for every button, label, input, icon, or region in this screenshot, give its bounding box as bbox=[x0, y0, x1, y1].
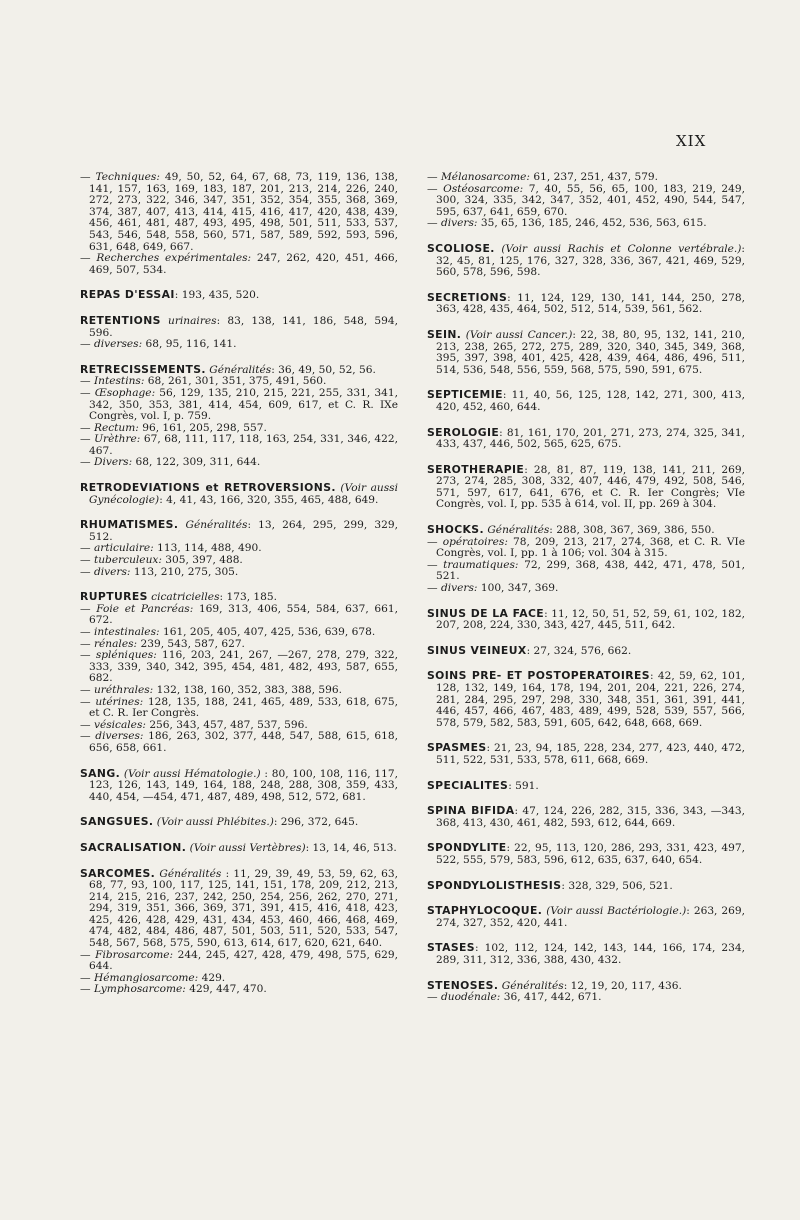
index-entry bbox=[427, 880, 745, 893]
sub-entry bbox=[427, 558, 745, 583]
index-entry bbox=[427, 942, 745, 966]
sub-entry bbox=[80, 565, 398, 579]
entry-page-refs: : 11, 29, 39, 49, 53, 59, 62, 63, 68, 77, 93, 100, 117, 125, 141, 151, 178, 209, 212, 213, 214, 215, 216, 237, 242, 250, 254, 256, 262, 270, 271, 294, 319, 351, 366, 369, 371, 391, 415, 416, 418, 423, 425, 426, 428, 429, 431, 434, 453, 460, 466, 468, 469, 474, 482, 484, 486, 487, 501, 503, 511, 520, 533, 547, 548, 567, 568, 575, 590, 613, 614, 617, 620, 621, 640. bbox=[89, 867, 398, 950]
index-entry bbox=[427, 243, 745, 279]
index-entry bbox=[80, 519, 398, 578]
entry-heading: STAPHYLOCOQUE. bbox=[427, 904, 543, 918]
sub-entry-label: — opératoires: bbox=[427, 535, 508, 548]
index-entry bbox=[427, 842, 745, 866]
entry-page-refs: : 81, 161, 170, 201, 271, 273, 274, 325, 341, 433, 437, 446, 502, 565, 625, 675. bbox=[436, 426, 745, 451]
entry-page-refs: : 32, 45, 81, 125, 176, 327, 328, 336, 367, 421, 469, 529, 560, 578, 596, 598. bbox=[436, 242, 745, 279]
index-entry bbox=[80, 315, 398, 351]
entry-note: (Voir aussi Hématologie.) bbox=[120, 767, 261, 780]
sub-entry-page-refs: 128, 135, 188, 241, 465, 489, 533, 618, 675, et C. R. Ier Congrès. bbox=[89, 695, 398, 720]
sub-entry-page-refs: 244, 245, 427, 428, 479, 498, 575, 629, 644. bbox=[89, 948, 398, 973]
sub-entry-page-refs: 68, 261, 301, 351, 375, 491, 560. bbox=[144, 375, 327, 388]
sub-entry-label: — Urèthre: bbox=[80, 433, 141, 446]
entry-page-refs: : 11, 40, 56, 125, 128, 142, 271, 300, 413, 420, 452, 460, 644. bbox=[436, 389, 745, 413]
entry-page-refs: : 42, 59, 62, 101, 128, 132, 149, 164, 178, 194, 201, 204, 221, 226, 274, 281, 284, 295, 297, 298, 330, 348, 351, 361, 391, 441, 446, 457, 466, 467, 483, 489, 499, 528, 539, 557, 566, 578, 579, 582, 583, 591, 605, 642, 648, 668, 669. bbox=[436, 670, 745, 729]
entry-heading: STASES bbox=[427, 941, 475, 955]
entry-heading: SINUS VEINEUX bbox=[427, 643, 527, 657]
index-column-left bbox=[80, 172, 398, 1009]
entry-page-refs: : 11, 124, 129, 130, 141, 144, 250, 278, 363, 428, 435, 464, 502, 512, 514, 539, 561, 562. bbox=[436, 291, 745, 316]
sub-entry bbox=[427, 535, 745, 560]
sub-entry-label: — duodénale: bbox=[427, 991, 501, 1004]
sub-entry bbox=[80, 649, 398, 685]
index-entry bbox=[80, 768, 398, 804]
index-entry bbox=[427, 524, 745, 595]
sub-entry-label: — Recherches expérimentales: bbox=[80, 252, 252, 265]
sub-entry bbox=[80, 983, 398, 996]
entry-heading: SOINS PRE- ET POSTOPERATOIRES bbox=[427, 669, 650, 683]
index-entry bbox=[80, 364, 398, 469]
sub-entry-page-refs: 56, 129, 135, 210, 215, 221, 255, 331, 341, 342, 350, 353, 381, 414, 454, 609, 617, et C. R. IXe Congrès, vol. I, p. 759. bbox=[89, 386, 398, 423]
entry-heading: SEROLOGIE bbox=[427, 425, 500, 439]
sub-entry-label: — diverses: bbox=[80, 338, 143, 351]
sub-entry-page-refs: 256, 343, 457, 487, 537, 596. bbox=[145, 718, 308, 731]
index-entry bbox=[427, 292, 745, 316]
sub-entry-label: — divers: bbox=[80, 565, 131, 578]
index-entry bbox=[80, 842, 398, 855]
entry-page-refs: : 288, 308, 367, 369, 386, 550. bbox=[549, 524, 715, 537]
sub-entry-label: — diverses: bbox=[80, 730, 144, 743]
entry-page-refs: : 296, 372, 645. bbox=[273, 816, 359, 829]
sub-entry bbox=[427, 182, 746, 219]
index-entry bbox=[427, 805, 745, 829]
sub-entry-label: — uréthrales: bbox=[80, 683, 154, 696]
index-entry bbox=[427, 645, 745, 658]
entry-page-refs: : 22, 38, 80, 95, 132, 141, 210, 213, 238, 265, 272, 275, 289, 320, 340, 345, 349, 368, 395, 397, 398, 401, 425, 428, 439, 464, 486, 496, 511, 514, 536, 548, 556, 559, 568, 575, 590, 591, 675. bbox=[436, 328, 745, 376]
entry-page-refs: : 173, 185. bbox=[219, 591, 278, 604]
index-entry bbox=[80, 172, 398, 276]
sub-entry bbox=[80, 730, 398, 754]
sub-entry-page-refs: 72, 299, 368, 438, 442, 471, 478, 501, 521. bbox=[436, 558, 745, 583]
sub-entry-label: — divers: bbox=[427, 582, 478, 595]
sub-entry-page-refs: 239, 543, 587, 627. bbox=[137, 637, 245, 650]
entry-heading: RUPTURES bbox=[80, 590, 148, 604]
sub-entry-page-refs: 78, 209, 213, 217, 274, 368, et C. R. VIe Congrès, vol. I, pp. 1 à 106; vol. 304 à 315. bbox=[436, 535, 745, 560]
sub-entry-page-refs: 429. bbox=[198, 971, 226, 984]
entry-heading: SANG. bbox=[80, 766, 121, 780]
sub-entry-label: — vésicales: bbox=[80, 718, 146, 731]
index-entry bbox=[427, 980, 745, 1004]
entry-note: Généralités bbox=[483, 524, 550, 537]
sub-entry-label: — rénales: bbox=[80, 637, 138, 650]
index-entry bbox=[427, 780, 745, 793]
entry-page-refs: : 193, 435, 520. bbox=[174, 289, 260, 302]
entry-note: urinaires bbox=[160, 314, 217, 327]
index-entry bbox=[80, 868, 398, 997]
sub-entry-page-refs: 49, 50, 52, 64, 67, 68, 73, 119, 136, 138, 141, 157, 163, 169, 183, 187, 201, 213, 214, 226, 240, 272, 273, 322, 346, 347, 351, 352, 354, 355, 368, 369, 374, 387, 407, 413, 414, 415, 416, 417, 420, 438, 439, 456, 461, 481, 487, 493, 495, 498, 501, 511, 533, 537, 543, 546, 548, 558, 560, 571, 587, 589, 592, 593, 596, 631, 648, 649, 667. bbox=[89, 171, 399, 253]
sub-entry bbox=[427, 217, 745, 230]
entry-page-refs: : 80, 100, 108, 116, 117, 123, 126, 143, 149, 164, 188, 248, 288, 308, 359, 433, 440, 454, —454, 471, 487, 489, 498, 512, 572, 681. bbox=[89, 767, 398, 803]
entry-heading: SPECIALITES bbox=[427, 778, 509, 792]
sub-entry-page-refs: 61, 237, 251, 437, 579. bbox=[530, 171, 659, 183]
entry-heading: STENOSES. bbox=[427, 978, 499, 992]
sub-entry bbox=[80, 456, 398, 469]
entry-heading: SEROTHERAPIE bbox=[427, 462, 525, 476]
sub-entry-label: — Techniques: bbox=[80, 171, 160, 183]
entry-heading: SEIN. bbox=[427, 327, 462, 341]
entry-heading: RETRODEVIATIONS et RETROVERSIONS. bbox=[80, 481, 336, 495]
sub-entry-page-refs: 132, 138, 160, 352, 383, 388, 596. bbox=[153, 683, 342, 696]
entry-page-refs: : 4, 41, 43, 166, 320, 355, 465, 488, 649. bbox=[159, 493, 379, 506]
page-number: XIX bbox=[676, 132, 707, 150]
entry-heading: SECRETIONS bbox=[427, 290, 508, 304]
sub-entry-label: — Foie et Pancréas: bbox=[80, 602, 194, 615]
sub-entry-page-refs: 161, 205, 405, 407, 425, 536, 639, 678. bbox=[159, 626, 376, 638]
sub-entry-label: — Œsophage: bbox=[80, 386, 156, 399]
index-column-right bbox=[427, 172, 745, 1017]
sub-entry bbox=[80, 948, 398, 973]
entry-note: Généralités bbox=[205, 363, 272, 376]
index-entry bbox=[80, 289, 398, 302]
sub-entry bbox=[80, 695, 398, 720]
sub-entry-label: — Divers: bbox=[80, 456, 133, 469]
sub-entry-page-refs: 305, 397, 488. bbox=[161, 554, 243, 567]
entry-heading: SEPTICEMIE bbox=[427, 388, 503, 402]
entry-page-refs: : 22, 95, 113, 120, 286, 293, 331, 423, 497, 522, 555, 579, 583, 596, 612, 635, 637, 640, 654. bbox=[436, 842, 745, 866]
entry-note: Généralités bbox=[498, 979, 564, 992]
sub-entry bbox=[80, 171, 399, 253]
entry-page-refs: : 102, 112, 124, 142, 143, 144, 166, 174, 234, 289, 311, 312, 336, 388, 430, 432. bbox=[436, 942, 745, 966]
sub-entry bbox=[80, 252, 399, 276]
sub-entry-page-refs: 100, 347, 369. bbox=[477, 582, 559, 595]
sub-entry-label: — Lymphosarcome: bbox=[80, 983, 186, 996]
entry-note: (Voir aussi Rachis et Colonne vertébrale.) bbox=[494, 242, 742, 255]
sub-entry-label: — Fibrosarcome: bbox=[80, 948, 174, 961]
sub-entry bbox=[80, 433, 398, 457]
sub-entry-label: — tuberculeux: bbox=[80, 554, 162, 567]
sub-entry-page-refs: 68, 122, 309, 311, 644. bbox=[132, 456, 261, 469]
entry-heading: REPAS D'ESSAI bbox=[80, 288, 175, 302]
sub-entry-label: — articulaire: bbox=[80, 542, 154, 555]
sub-entry-label: — utérines: bbox=[80, 695, 144, 708]
entry-page-refs: : 83, 138, 141, 186, 548, 594, 596. bbox=[89, 314, 398, 339]
sub-entry-label: — traumatiques: bbox=[427, 558, 519, 571]
entry-note: Généralités bbox=[178, 519, 248, 532]
sub-entry-page-refs: 68, 95, 116, 141. bbox=[142, 338, 237, 351]
entry-page-refs: : 13, 14, 46, 513. bbox=[305, 841, 397, 854]
index-entry bbox=[427, 389, 745, 413]
sub-entry-page-refs: 113, 114, 488, 490. bbox=[153, 542, 262, 555]
sub-entry-page-refs: 36, 417, 442, 671. bbox=[500, 991, 602, 1004]
entry-heading: SPONDYLITE bbox=[427, 841, 507, 855]
sub-entry bbox=[427, 991, 745, 1004]
entry-heading: RHUMATISMES. bbox=[80, 518, 179, 532]
sub-entry-label: — divers: bbox=[427, 217, 478, 230]
entry-heading: SHOCKS. bbox=[427, 523, 484, 537]
entry-note: cicatricielles bbox=[147, 591, 220, 604]
sub-entry-label: — Intestins: bbox=[80, 375, 145, 388]
entry-heading: SANGSUES. bbox=[80, 815, 154, 829]
entry-note: (Voir aussi Phlébites.) bbox=[153, 816, 274, 829]
sub-entry-label: — spléniques: bbox=[80, 649, 157, 662]
entry-page-refs: : 591. bbox=[508, 779, 539, 792]
sub-entry-page-refs: 247, 262, 420, 451, 466, 469, 507, 534. bbox=[89, 252, 399, 276]
index-entry bbox=[427, 670, 745, 729]
entry-note: (Voir aussi Vertèbres) bbox=[186, 841, 306, 854]
index-entry bbox=[80, 591, 398, 754]
index-entry bbox=[427, 329, 745, 376]
sub-entry-page-refs: 7, 40, 55, 56, 65, 100, 183, 219, 249, 300, 324, 335, 342, 347, 352, 401, 452, 490, 544, 547, 595, 637, 641, 659, 670. bbox=[436, 182, 746, 218]
index-entry bbox=[427, 905, 745, 929]
entry-page-refs: : 36, 49, 50, 52, 56. bbox=[271, 363, 376, 376]
sub-entry-page-refs: 169, 313, 406, 554, 584, 637, 661, 672. bbox=[89, 602, 398, 627]
entry-heading: SCOLIOSE. bbox=[427, 241, 495, 255]
index-entry bbox=[80, 482, 398, 506]
sub-entry-page-refs: 429, 447, 470. bbox=[185, 983, 267, 996]
entry-page-refs: : 263, 269, 274, 327, 352, 420, 441. bbox=[436, 905, 745, 929]
entry-page-refs: : 27, 324, 576, 662. bbox=[526, 644, 632, 657]
index-entry bbox=[427, 464, 745, 511]
sub-entry-page-refs: 67, 68, 111, 117, 118, 163, 254, 331, 346, 422, 467. bbox=[89, 433, 398, 457]
sub-entry bbox=[80, 338, 398, 351]
entry-note: (Voir aussi Bactériologie.) bbox=[542, 905, 687, 918]
sub-entry-page-refs: 96, 161, 205, 298, 557. bbox=[138, 421, 267, 434]
index-entry bbox=[427, 608, 745, 632]
sub-entry-label: — Ostéosarcome: bbox=[427, 182, 524, 195]
sub-entry-label: — Rectum: bbox=[80, 421, 139, 434]
sub-entry-label: — Mélanosarcome: bbox=[427, 171, 530, 183]
entry-heading: SINUS DE LA FACE bbox=[427, 606, 545, 620]
entry-note: (Voir aussi Cancer.) bbox=[461, 328, 573, 341]
entry-page-refs: : 328, 329, 506, 521. bbox=[561, 879, 673, 892]
sub-entry-page-refs: 113, 210, 275, 305. bbox=[130, 565, 239, 578]
entry-heading: SPINA BIFIDA bbox=[427, 804, 515, 818]
entry-page-refs: : 47, 124, 226, 282, 315, 336, 343, —343, 368, 413, 430, 461, 482, 593, 612, 644, 669. bbox=[436, 805, 745, 829]
entry-heading: RETENTIONS bbox=[80, 313, 161, 327]
sub-entry-label: — intestinales: bbox=[80, 626, 160, 638]
sub-entry bbox=[80, 386, 398, 423]
entry-page-refs: : 12, 19, 20, 117, 436. bbox=[563, 979, 682, 992]
sub-entry bbox=[427, 582, 745, 595]
sub-entry-page-refs: 116, 203, 241, 267, —267, 278, 279, 322, 333, 339, 340, 342, 395, 454, 481, 482, 493, 587, 655, 682. bbox=[89, 649, 398, 685]
index-entry bbox=[427, 427, 745, 451]
index-entry bbox=[427, 742, 745, 766]
entry-page-refs: : 28, 81, 87, 119, 138, 141, 211, 269, 273, 274, 285, 308, 332, 407, 446, 479, 492, 508, 546, 571, 597, 617, 641, 676, et C. R. Ier Congrès; VIe Congrès, vol. I, pp. 535 à 614, vol. II, pp. 269 à 304. bbox=[436, 463, 745, 511]
entry-note: Généralités bbox=[155, 867, 222, 880]
entry-heading: SPASMES bbox=[427, 741, 487, 755]
sub-entry-page-refs: 35, 65, 136, 185, 246, 452, 536, 563, 615. bbox=[477, 217, 707, 230]
entry-heading: SARCOMES. bbox=[80, 866, 156, 880]
index-entry bbox=[427, 172, 745, 230]
entry-page-refs: : 11, 12, 50, 51, 52, 59, 61, 102, 182, 207, 208, 224, 330, 343, 427, 445, 511, 642. bbox=[436, 607, 745, 632]
sub-entry bbox=[80, 602, 398, 627]
entry-heading: SACRALISATION. bbox=[80, 840, 187, 854]
entry-heading: RETRECISSEMENTS. bbox=[80, 362, 206, 376]
entry-heading: SPONDYLOLISTHESIS bbox=[427, 878, 562, 892]
entry-page-refs: : 13, 264, 295, 299, 329, 512. bbox=[89, 519, 399, 543]
entry-note: (Voir aussi Gynécologie) bbox=[89, 482, 398, 506]
sub-entry-label: — Hémangiosarcome: bbox=[80, 971, 199, 984]
index-entry bbox=[80, 816, 398, 829]
sub-entry-page-refs: 186, 263, 302, 377, 448, 547, 588, 615, 618, 656, 658, 661. bbox=[89, 730, 398, 754]
entry-page-refs: : 21, 23, 94, 185, 228, 234, 277, 423, 440, 472, 511, 522, 531, 533, 578, 611, 668, 669. bbox=[436, 742, 745, 766]
